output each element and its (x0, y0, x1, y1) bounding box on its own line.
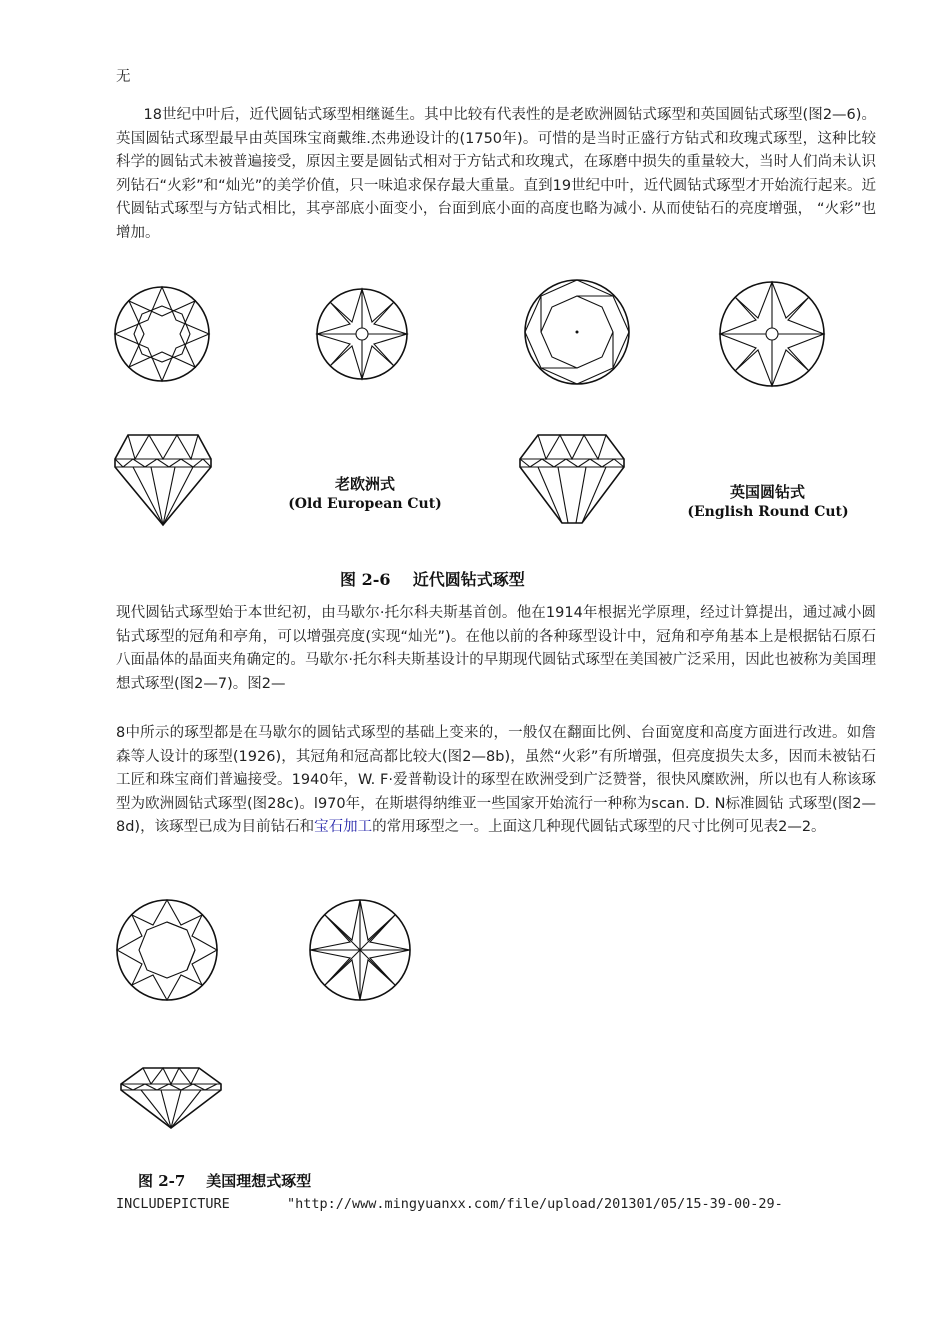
label-old-european-cn: 老欧洲式 (334, 475, 395, 493)
paragraph-3 (116, 722, 876, 840)
english-round-side-view (520, 435, 624, 523)
label-old-european-en: (Old European Cut) (288, 496, 442, 512)
label-english-round-en: (English Round Cut) (687, 504, 849, 520)
old-european-pavilion-view (317, 289, 407, 379)
figure-2-6-caption: 图 2-6 近代圆钻式琢型 (340, 570, 525, 589)
paragraph-1-text: 18世纪中叶后，近代圆钻式琢型相继诞生。其中比较有代表性的是老欧洲圆钻式琢型和英国圆钻式琢型(图2—6)。英国圆钻式琢型最早由英国珠宝商戴维.杰弗逊设计的(1750年)。可惜的是当时正盛行方钻式和玫瑰式琢型，这种比较科学的圆钻式未被普遍接受，原因主要是圆钻式相对于方钻式和玫瑰式，在琢磨中损失的重量较大，当时人们尚未认识列钻石“火彩”和“灿光”的美学价值，只一味追求保存最大重量。直到19世纪中叶，近代圆钻式琢型才开始流行起来。近代圆钻式琢型与方钻式相比，其亭部底小面变小，台面到底小面的高度也略为减小. 从而使钻石的亮度增强， “火彩”也增加。 (116, 107, 876, 241)
figure-2-7-drawings (105, 890, 425, 1140)
gem-processing-link[interactable]: 宝石加工 (314, 819, 373, 835)
paragraph-2-text: 现代圆钻式琢型始于本世纪初，由马歇尔·托尔科夫斯基首创。他在1914年根据光学原理，经过计算提出，通过减小圆钻式琢型的冠角和亭角，可以增强亮度(实现“灿光”)。在他以前的各种琢型设计中，冠角和亭角基本上是根据钻石原石八面晶体的晶面夹角确定的。马歇尔·托尔科夫斯基设计的早期现代圆钻式琢型在美国被广泛采用，因此也被称为美国理想式琢型(图2—7)。图2— (116, 605, 876, 692)
old-european-side-view (115, 435, 211, 525)
old-european-top-view (115, 287, 209, 381)
english-round-top-view (525, 280, 629, 384)
american-ideal-pavilion-view (310, 900, 410, 1000)
paragraph-3-part-2: 的常用琢型之一。上面这几种现代圆钻式琢型的尺寸比例可见表2—2。 (372, 819, 826, 835)
top-text: 无 (116, 69, 131, 85)
paragraph-3-text (116, 722, 876, 840)
include-picture-field: INCLUDEPICTURE (116, 1196, 230, 1212)
american-ideal-top-view (117, 900, 217, 1000)
american-ideal-side-view (121, 1068, 221, 1128)
include-picture-url: "http://www.mingyuanxx.com/file/upload/201301/05/15-39-00-29- (287, 1196, 783, 1212)
paragraph-1 (116, 104, 876, 245)
english-round-pavilion-view (720, 282, 824, 386)
figure-2-7-caption: 图 2-7 美国理想式琢型 (138, 1172, 312, 1190)
paragraph-3-part-1: 8中所示的琢型都是在马歇尔的圆钻式琢型的基础上变来的，一般仅在翻面比例、台面宽度和高度方面进行改进。如詹森等人设计的琢型(1926)，其冠角和冠高都比较大(图2—8b)，虽然“火彩”有所增强，但亮度损失太多，因而未被钻石工匠和珠宝商们普遍接受。1940年，W. F·爱普勒设计的琢型在欧洲受到广泛赞誉，很快风糜欧洲，所以也有人称该琢型为欧洲圆钻式琢型(图28c)。l970年，在斯堪得纳维亚一些国家开始流行一种称为scan. D. N标准圆钻 式琢型(图2—8d)，该琢型已成为目前钻石和 (116, 725, 876, 835)
label-english-round-cn: 英国圆钻式 (729, 483, 805, 501)
paragraph-2 (116, 602, 876, 696)
